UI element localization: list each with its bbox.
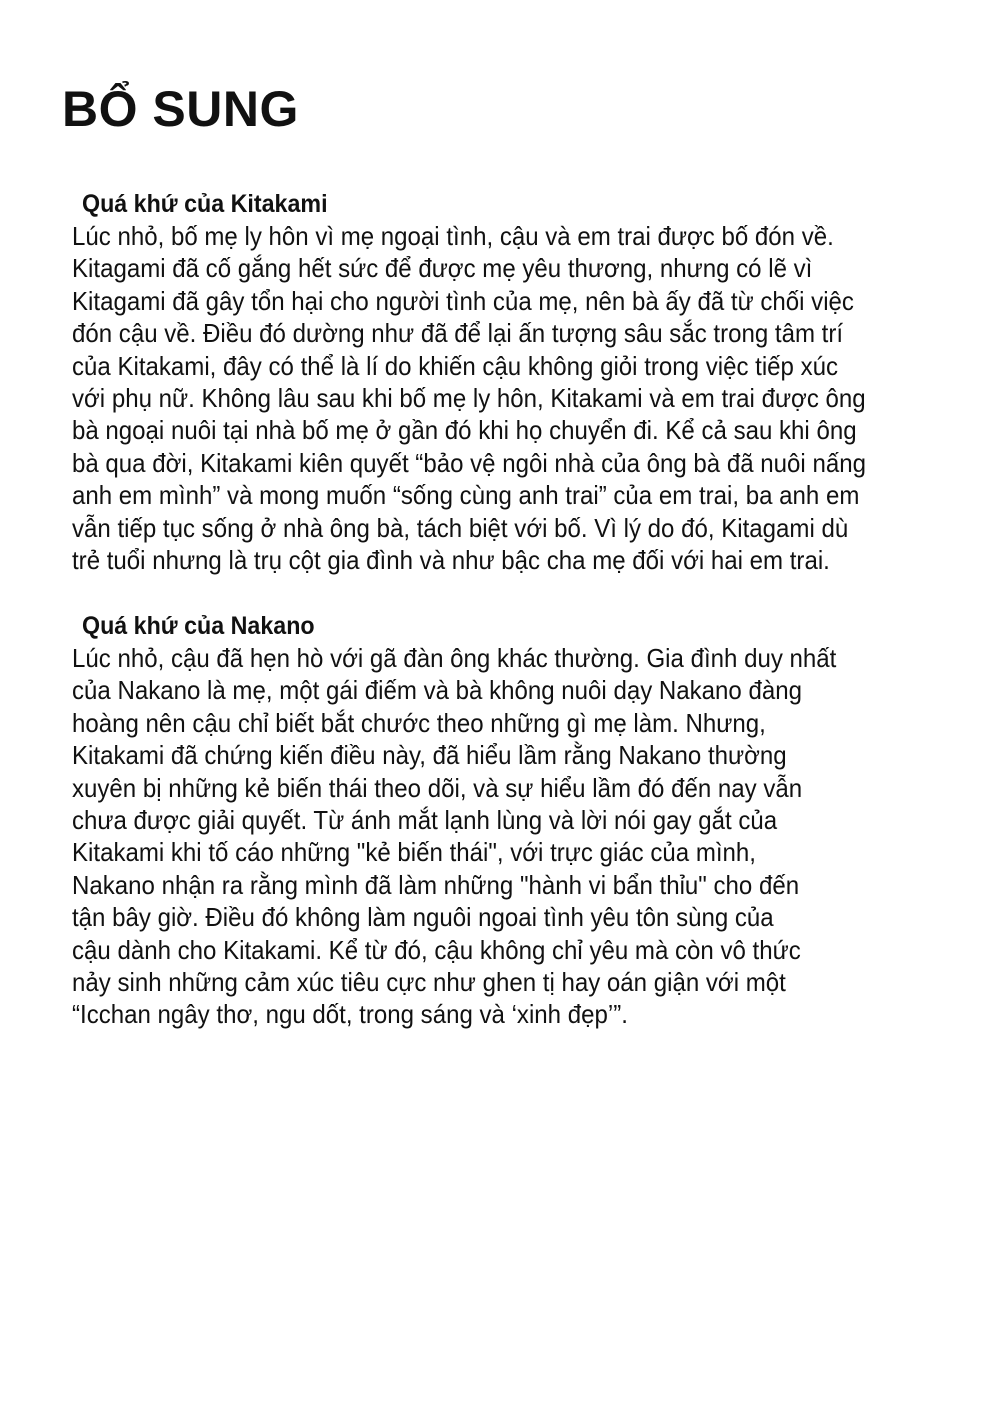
page-title: BỔ SUNG: [62, 81, 299, 137]
text-line: nảy sinh những cảm xúc tiêu cực như ghen tị hay oán giận với một: [72, 966, 786, 997]
text-line: vẫn tiếp tục sống ở nhà ông bà, tách biệt với bố. Vì lý do đó, Kitagami dù: [72, 512, 849, 543]
section-heading: Quá khứ của Nakano: [82, 612, 315, 640]
text-line: bà ngoại nuôi tại nhà bố mẹ ở gần đó khi họ chuyển đi. Kể cả sau khi ông: [72, 415, 857, 446]
text-line: đón cậu về. Điều đó dường như đã để lại ấn tượng sâu sắc trong tâm trí: [72, 318, 844, 349]
text-line: của Kitakami, đây có thể là lí do khiến cậu không giỏi trong việc tiếp xúc: [72, 350, 839, 381]
text-line: Lúc nhỏ, cậu đã hẹn hò với gã đàn ông khác thường. Gia đình duy nhất: [72, 643, 837, 673]
text-line: Kitagami đã cố gắng hết sức để được mẹ yêu thương, nhưng có lẽ vì: [72, 253, 813, 284]
section-nakano-past: [72, 610, 898, 1031]
text-line: anh em mình” và mong muốn “sống cùng anh trai” của em trai, ba anh em: [72, 480, 860, 511]
text-line: trẻ tuổi nhưng là trụ cột gia đình và như bậc cha mẹ đối với hai em trai.: [72, 544, 830, 575]
text-line: Nakano nhận ra rằng mình đã làm những "hành vi bẩn thỉu" cho đến: [72, 869, 800, 900]
section-kitakami-past: [72, 188, 930, 576]
text-line: “Icchan ngây thơ, ngu dốt, trong sáng và ‘xinh đẹp’”.: [72, 999, 628, 1030]
text-line: xuyên bị những kẻ biến thái theo dõi, và sự hiểu lầm đó đến nay vẫn: [72, 772, 803, 803]
section-body: [72, 642, 898, 1031]
text-line: Kitakami đã chứng kiến điều này, đã hiểu lầm rằng Nakano thường: [72, 740, 787, 771]
text-line: Kitagami đã gây tổn hại cho người tình của mẹ, nên bà ấy đã từ chối việc: [72, 285, 854, 316]
text-line: cậu dành cho Kitakami. Kể từ đó, cậu không chỉ yêu mà còn vô thức: [72, 934, 801, 965]
text-line: chưa được giải quyết. Từ ánh mắt lạnh lùng và lời nói gay gắt của: [72, 804, 778, 835]
text-line: Kitakami khi tố cáo những "kẻ biến thái", với trực giác của mình,: [72, 837, 756, 868]
text-line: bà qua đời, Kitakami kiên quyết “bảo vệ ngôi nhà của ông bà đã nuôi nấng: [72, 447, 866, 478]
text-line: của Nakano là mẹ, một gái điếm và bà không nuôi dạy Nakano đàng: [72, 675, 802, 706]
text-line: tận bây giờ. Điều đó không làm nguôi ngoai tình yêu tôn sùng của: [72, 902, 774, 933]
text-line: hoàng nên cậu chỉ biết bắt chước theo những gì mẹ làm. Nhưng,: [72, 707, 766, 738]
text-line: với phụ nữ. Không lâu sau khi bố mẹ ly hôn, Kitakami và em trai được ông: [72, 382, 866, 413]
section-heading: Quá khứ của Kitakami: [82, 190, 328, 218]
text-line: Lúc nhỏ, bố mẹ ly hôn vì mẹ ngoại tình, cậu và em trai được bố đón về.: [72, 221, 834, 251]
section-body: [72, 220, 930, 576]
